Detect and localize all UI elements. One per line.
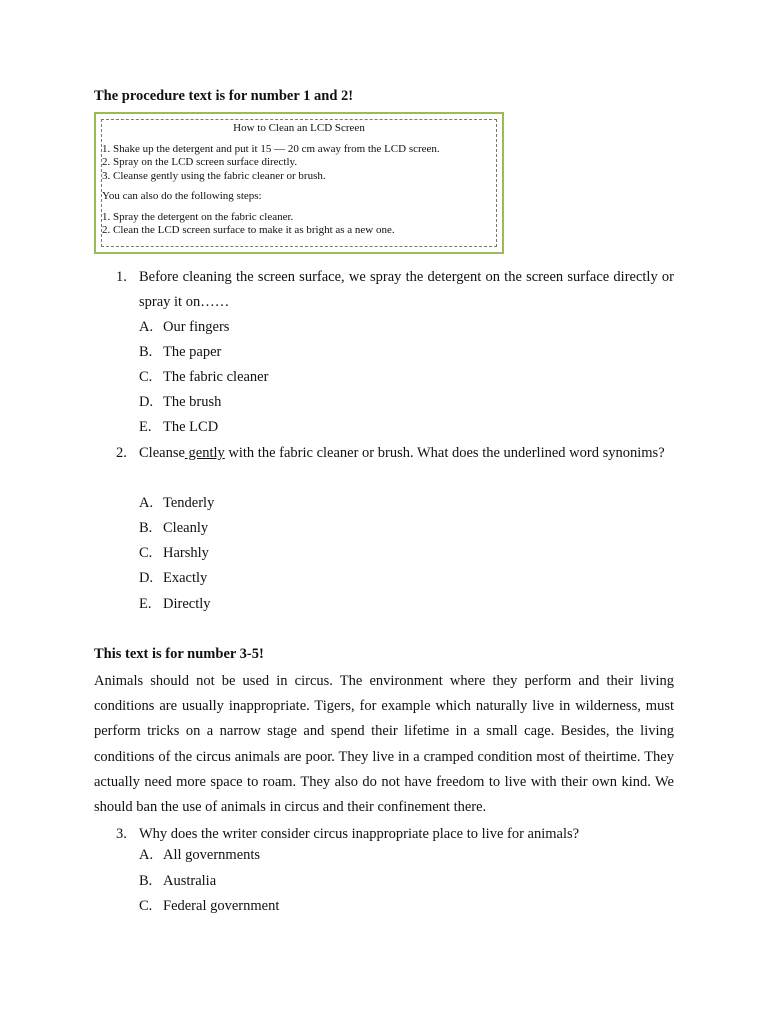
option-text: Australia (163, 873, 217, 889)
option-text: The brush (163, 394, 222, 410)
option-3a (139, 847, 260, 864)
option-text: Our fingers (163, 319, 230, 335)
option-2c (139, 545, 209, 562)
question-number: 2. (116, 445, 127, 461)
option-letter: D. (139, 394, 154, 410)
option-letter: C. (139, 369, 153, 385)
procedure-alt-step: 1. Spray the detergent on the fabric cleaner. (102, 210, 294, 223)
option-text: Exactly (163, 570, 208, 586)
option-letter: B. (139, 520, 153, 536)
procedure-step: 2. Spray on the LCD screen surface directly. (102, 156, 298, 168)
option-letter: A. (139, 495, 154, 511)
question-3-text: Why does the writer consider circus inappropriate place to live for animals? (139, 826, 580, 842)
option-text: Federal government (163, 898, 280, 914)
option-text: The LCD (163, 419, 219, 435)
option-3c (139, 898, 279, 915)
question-text-part: Cleanse (139, 445, 185, 461)
procedure-alt-intro: You can also do the following steps: (102, 190, 262, 202)
option-letter: E. (139, 419, 152, 435)
option-letter: C. (139, 545, 153, 561)
option-2a (139, 495, 214, 512)
question-number: 1. (116, 269, 127, 285)
option-text: Directly (163, 596, 211, 612)
option-letter: C. (139, 898, 153, 914)
option-3b (139, 873, 216, 890)
option-text: Tenderly (163, 495, 215, 511)
option-1c (139, 369, 268, 386)
question-number: 3. (116, 826, 127, 842)
option-2d (139, 570, 207, 587)
option-text: Harshly (163, 545, 209, 561)
option-1b (139, 344, 221, 361)
question-2-text (139, 441, 674, 466)
option-2b (139, 520, 208, 537)
procedure-title: How to Clean an LCD Screen (233, 122, 365, 134)
section-heading-passage: This text is for number 3-5! (94, 646, 264, 662)
option-text: All governments (163, 847, 261, 863)
option-text: Cleanly (163, 520, 209, 536)
option-1d (139, 394, 221, 411)
underlined-word: gently (184, 445, 225, 461)
procedure-alt-step: 2. Clean the LCD screen surface to make it as bright as a new one. (102, 224, 395, 236)
option-2e (139, 596, 211, 613)
procedure-step: 1. Shake up the detergent and put it 15 — 20 cm away from the LCD screen. (102, 142, 440, 155)
option-letter: E. (139, 596, 152, 612)
option-1a (139, 319, 229, 336)
question-text-part: with the fabric cleaner or brush. What does the underlined word synonims? (224, 445, 665, 461)
question-1-text: Before cleaning the screen surface, we spray the detergent on the screen surface directly or spray it on…… (139, 269, 674, 310)
option-letter: B. (139, 344, 153, 360)
procedure-step: 3. Cleanse gently using the fabric cleaner or brush. (102, 169, 326, 182)
option-letter: A. (139, 319, 154, 335)
option-letter: D. (139, 570, 154, 586)
section-heading-procedure: The procedure text is for number 1 and 2! (94, 88, 354, 104)
reading-passage: Animals should not be used in circus. The environment where they perform and their living conditions are usually inappropriate. Tigers, for example which naturally live in wilderness, must perform tricks on a narrow stage and spend their lifetime in a small cage. Besides, the living conditions of the circus animals are poor. They live in a cramped condition most of theirtime. They actually need more space to roam. They also do not have freedom to live with their own kind. We should ban the use of animals in circus and their confinement there. (94, 673, 674, 816)
option-letter: A. (139, 847, 154, 863)
procedure-box-inner (101, 119, 497, 247)
option-letter: B. (139, 873, 153, 889)
option-1e (139, 419, 218, 436)
procedure-box (94, 112, 504, 254)
option-text: The paper (163, 344, 222, 360)
option-text: The fabric cleaner (163, 369, 269, 385)
